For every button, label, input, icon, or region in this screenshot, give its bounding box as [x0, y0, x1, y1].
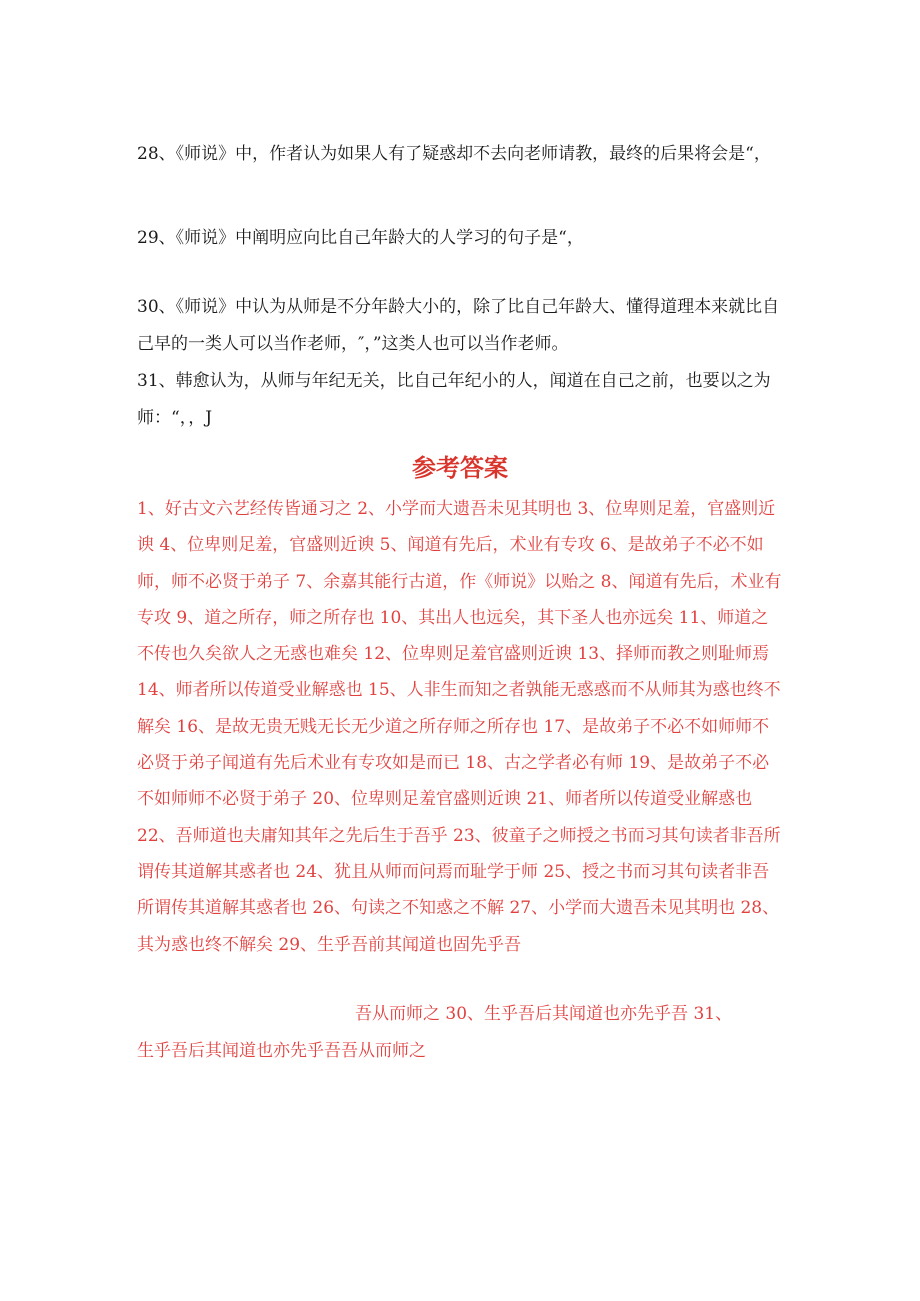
- question-28: 28、《师说》中，作者认为如果人有了疑惑却不去向老师请教，最终的后果将会是“，: [137, 144, 771, 164]
- question-31: 31、韩愈认为，从师与年纪无关，比自己年纪小的人，闻道在自己之前，也要以之为师：“，，J: [137, 371, 771, 428]
- answer-key-last-line: 生乎吾后其闻道也亦先乎吾吾从而师之: [137, 1041, 426, 1061]
- answer-key-indented-line: 吾从而师之 30、生乎吾后其闻道也亦先乎吾 31、: [355, 1004, 733, 1024]
- answer-key-title: 参考答案: [412, 454, 508, 482]
- question-29: 29、《师说》中阐明应向比自己年龄大的人学习的句子是“，: [137, 228, 584, 248]
- answer-key-body: 1、好古文六艺经传皆通习之 2、小学而大遗吾未见其明也 3、位卑则足羞，官盛则近谀 4、位卑则足羞，官盛则近谀 5、闻道有先后，术业有专攻 6、是故弟子不必不如师，师不必贤于弟子 7、余嘉其能行古道，作《师说》以贻之 8、闻道有先后，术业有专攻 9、道之所存，师之所存也 10、其出人也远矣，其下圣人也亦远矣 11、师道之不传也久矣欲人之无惑也难矣 12、位卑则足羞官盛则近谀 13、择师而教之则耻师焉 14、师者所以传道受业解惑也 15、人非生而知之者孰能无惑惑而不从师其为惑也终不解矣 16、是故无贵无贱无长无少道之所存师之所存也 17、是故弟子不必不如师师不必贤于弟子闻道有先后术业有专攻如是而已 18、古之学者必有师 19、是故弟子不必不如师师不必贤于弟子 20、位卑则足羞官盛则近谀 21、师者所以传道受业解惑也 22、吾师道也夫庸知其年之先后生于吾乎 23、彼童子之师授之书而习其句读者非吾所谓传其道解其惑者也 24、犹且从师而问焉而耻学于师 25、授之书而习其句读者非吾所谓传其道解其惑者也 26、句读之不知惑之不解 27、小学而大遗吾未见其明也 28、其为惑也终不解矣 29、生乎吾前其闻道也固先乎吾: [137, 499, 782, 955]
- question-30: 30、《师说》中认为从师是不分年龄大小的，除了比自己年龄大、懂得道理本来就比自己早的一类人可以当作老师，″，”这类人也可以当作老师。: [137, 297, 780, 354]
